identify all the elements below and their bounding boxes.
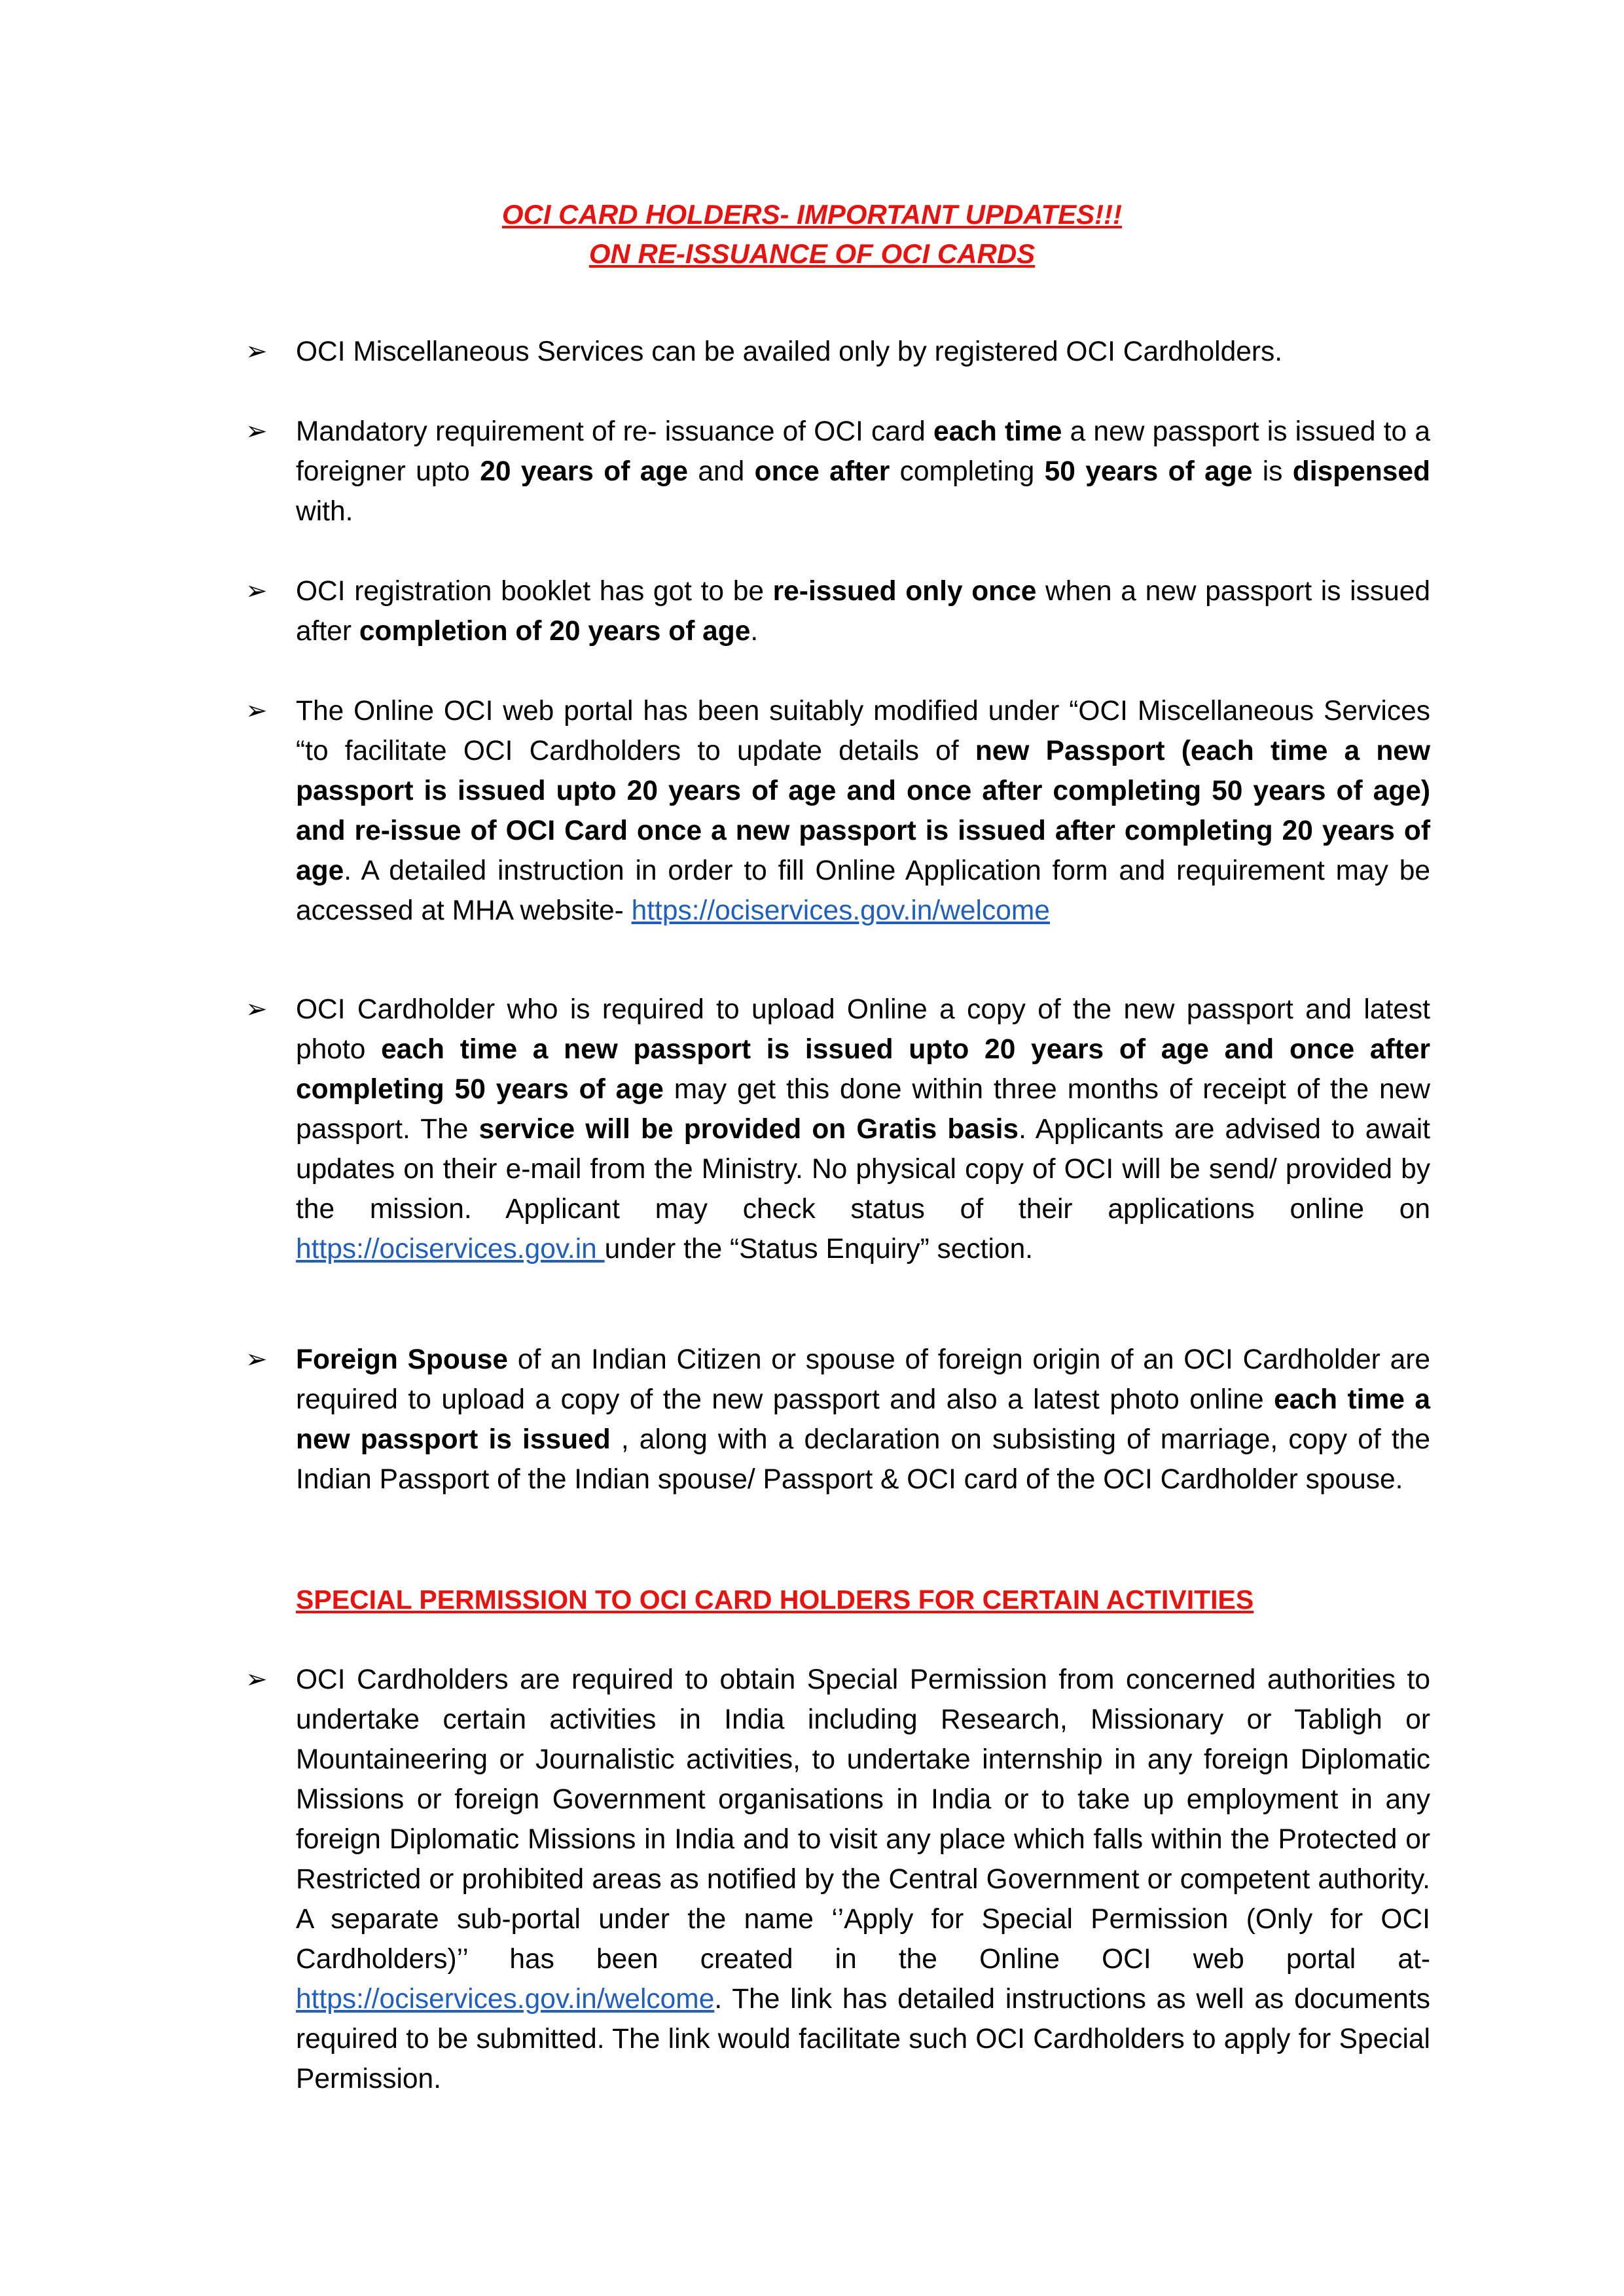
list-item <box>245 412 1430 531</box>
list-item-text: OCI Cardholders are required to obtain Special Permission from concerned authorities to undertake certain activities in India including Research, Missionary or Tabligh or Mountaineering or Journalistic activities, to undertake internship in any foreign Diplomatic Missions or foreign Government organisations in India or to take up employment in any foreign Diplomatic Missions in India and to visit any place which falls within the Protected or Restricted or prohibited areas as notified by the Central Government or competent authority. A separate sub-portal under the name ‘’Apply for Special Permission (Only for OCI Cardholders)’’ has been created in the Online OCI web portal at- https://ociservices.gov.in/welcome. The link has detailed instructions as well as documents required to be submitted. The link would facilitate such OCI Cardholders to apply for Special Permission. <box>296 1664 1430 2094</box>
list-item-text: OCI Miscellaneous Services can be availed only by registered OCI Cardholders. <box>296 336 1283 367</box>
list-item <box>245 332 1430 372</box>
arrow-bullet-icon: ➢ <box>245 576 268 606</box>
list-item <box>245 691 1430 931</box>
special-permission-link[interactable]: https://ociservices.gov.in/welcome <box>296 1984 715 2015</box>
mha-website-link[interactable]: https://ociservices.gov.in/welcome <box>631 895 1050 926</box>
list-item-text: Foreign Spouse of an Indian Citizen or spouse of foreign origin of an OCI Cardholder are required to upload a copy of the new passport and also a latest photo online each time a new passport is issued , along with a declaration on subsisting of marriage, copy of the Indian Passport of the Indian spouse/ Passport & OCI card of the OCI Cardholder spouse. <box>296 1344 1430 1495</box>
arrow-bullet-icon: ➢ <box>245 1344 268 1374</box>
status-enquiry-link[interactable]: https://ociservices.gov.in <box>296 1234 605 1265</box>
list-item <box>245 990 1430 1269</box>
arrow-bullet-icon: ➢ <box>245 1664 268 1695</box>
list-item-text: OCI Cardholder who is required to upload Online a copy of the new passport and latest photo each time a new passport is issued upto 20 years of age and once after completing 50 years of age may get this done within three months of receipt of the new passport. The service will be provided on Gratis basis. Applicants are advised to await updates on their e-mail from the Ministry. No physical copy of OCI will be send/ provided by the mission. Applicant may check status of their applications online on https://ociservices.gov.in under the “Status Enquiry” section. <box>296 994 1430 1265</box>
page-subtitle: ON RE-ISSUANCE OF OCI CARDS <box>588 238 1036 269</box>
list-item-text: OCI registration booklet has got to be re-issued only once when a new passport is issued after completion of 20 years of age. <box>296 576 1430 647</box>
list-item <box>245 571 1430 651</box>
arrow-bullet-icon: ➢ <box>245 994 268 1024</box>
list-item-text: The Online OCI web portal has been suitably modified under “OCI Miscellaneous Services “to facilitate OCI Cardholders to update details of new Passport (each time a new passport is issued upto 20 years of age and once after completing 50 years of age) and re-issue of OCI Card once a new passport is issued after completing 20 years of age. A detailed instruction in order to fill Online Application form and requirement may be accessed at MHA website- https://ociservices.gov.in/welcome <box>296 696 1430 926</box>
arrow-bullet-icon: ➢ <box>245 416 268 446</box>
page-title: OCI CARD HOLDERS- IMPORTANT UPDATES!!! <box>501 199 1123 230</box>
list-item-text: Mandatory requirement of re- issuance of OCI card each time a new passport is issued to a foreigner upto 20 years of age and once after completing 50 years of age is dispensed with. <box>296 416 1430 527</box>
list-item <box>245 1660 1430 2099</box>
arrow-bullet-icon: ➢ <box>245 696 268 726</box>
arrow-bullet-icon: ➢ <box>245 336 268 367</box>
list-item <box>245 1340 1430 1499</box>
section-heading: SPECIAL PERMISSION TO OCI CARD HOLDERS FOR CERTAIN ACTIVITIES <box>296 1585 1254 1615</box>
